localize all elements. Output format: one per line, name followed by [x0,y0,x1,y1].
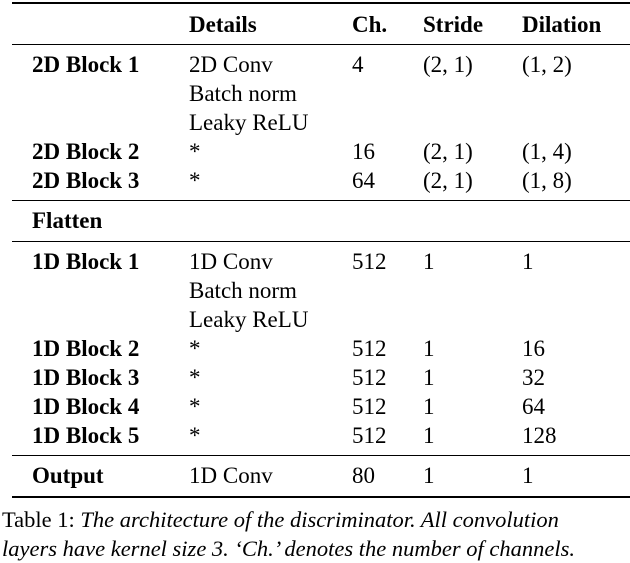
ch-cell: 64 [352,168,375,193]
table-row [12,201,630,242]
stride-cell: (2, 1) [423,139,473,164]
details-line: * [189,336,201,361]
ch-cell: 512 [352,242,423,335]
header-ch: Ch. [352,3,423,45]
details-line: Leaky ReLU [189,110,309,135]
dilation-cell: (1, 2) [522,45,630,138]
stride-cell: 1 [423,242,522,335]
table-row [12,392,630,421]
details-cell [189,137,352,166]
row-name-cell: Flatten [12,201,189,242]
header-stride: Stride [423,3,522,45]
row-name-cell: 1D Block 3 [32,365,140,390]
stride-cell [423,201,522,242]
details-cell [189,392,352,421]
ch-cell [352,201,423,242]
row-name-cell: 1D Block 4 [32,394,140,419]
table-row [12,45,630,138]
details-cell [189,201,352,242]
stride-cell: 1 [423,423,435,448]
ch-cell: 512 [352,423,387,448]
table-row [12,456,630,498]
table-caption [2,505,630,563]
details-line: Batch norm [189,278,297,303]
details-cell [189,456,352,498]
details-cell [189,363,352,392]
table-row [12,137,630,166]
details-cell [189,166,352,201]
header-cell-empty [12,3,189,45]
caption-label: Table 1: [2,507,75,532]
details-line: 2D Conv [189,52,273,77]
details-cell [189,421,352,456]
details-line: 1D Conv [189,249,273,274]
details-line: * [189,365,201,390]
details-cell [189,242,352,335]
details-cell [189,45,352,138]
ch-cell: 4 [352,45,423,138]
details-line: * [189,394,201,419]
table-header-row [12,3,630,45]
table-row [12,242,630,335]
table-row [12,166,630,201]
table-body [12,45,630,498]
details-line: Leaky ReLU [189,307,309,332]
dilation-cell: 16 [522,336,545,361]
caption-text-2: layers have kernel size 3. ‘Ch.’ denotes the number of channels. [2,536,575,561]
ch-cell: 512 [352,394,387,419]
table-row [12,421,630,456]
dilation-cell [522,201,630,242]
stride-cell: 1 [423,456,522,498]
row-name-cell: Output [12,456,189,498]
caption-text-1: The architecture of the discriminator. All convolution [80,507,559,532]
ch-cell: 512 [352,336,387,361]
header-dilation: Dilation [522,3,630,45]
caption-line-1 [2,505,630,534]
row-name-cell: 1D Block 2 [32,336,140,361]
stride-cell: (2, 1) [423,45,522,138]
dilation-cell: (1, 8) [522,168,572,193]
dilation-cell: 32 [522,365,545,390]
dilation-cell: 64 [522,394,545,419]
dilation-cell: 128 [522,423,557,448]
row-name-cell: 2D Block 2 [32,139,140,164]
details-line: * [189,423,201,448]
stride-cell: 1 [423,394,435,419]
ch-cell: 512 [352,365,387,390]
table-row [12,363,630,392]
details-line: 1D Conv [189,463,273,488]
architecture-table-container [12,2,630,498]
row-name-cell: 2D Block 1 [12,45,189,138]
table-row [12,334,630,363]
dilation-cell: 1 [522,456,630,498]
dilation-cell: 1 [522,242,630,335]
header-details: Details [189,3,352,45]
stride-cell: 1 [423,336,435,361]
stride-cell: (2, 1) [423,168,473,193]
dilation-cell: (1, 4) [522,139,572,164]
details-line: Batch norm [189,81,297,106]
details-cell [189,334,352,363]
row-name-cell: 1D Block 5 [32,423,140,448]
row-name-cell: 1D Block 1 [12,242,189,335]
row-name-cell: 2D Block 3 [32,168,140,193]
ch-cell: 16 [352,139,375,164]
details-line: * [189,168,201,193]
stride-cell: 1 [423,365,435,390]
architecture-table [12,2,630,498]
ch-cell: 80 [352,456,423,498]
details-line: * [189,139,201,164]
